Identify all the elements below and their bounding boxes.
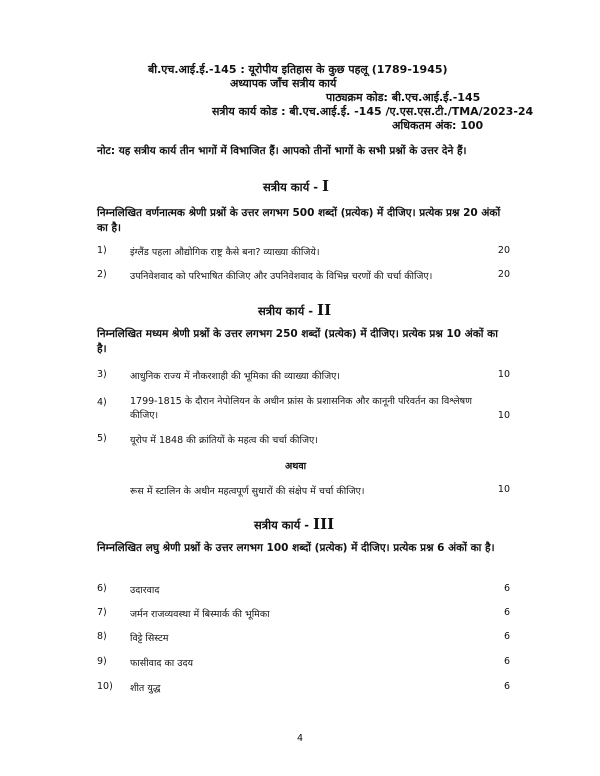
question-text: 1799-1815 के दौरान नेपोलियन के अधीन फ्रांस के प्रशासनिक और कानूनी परिवर्तन का विश्लेषण कीजिए। xyxy=(130,396,472,421)
question-text: यूरोप में 1848 की क्रांतियों के महत्व की चर्चा कीजिए। xyxy=(130,435,318,446)
question-number: 10) xyxy=(97,681,113,692)
question-number: 7) xyxy=(97,607,107,618)
max-marks: अधिकतम अंक: 100 xyxy=(392,119,484,132)
page-number: 4 xyxy=(297,733,304,744)
question-marks: 10 xyxy=(497,369,510,380)
note-text: नोट: यह सत्रीय कार्य तीन भागों में विभाजित हैं। आपको तीनों भागों के सभी प्रश्नों के उत्तर देने हैं। xyxy=(97,145,467,157)
section-1-instruction: निम्नलिखित वर्णनात्मक श्रेणी प्रश्नों के उत्तर लगभग 500 शब्दों (प्रत्येक) में दीजिए। प्रत्येक प्रश्न 20 अंकों का है। xyxy=(97,207,501,234)
question-text: रूस में स्टालिन के अधीन महत्वपूर्ण सुधारों की संक्षेप में चर्चा कीजिए। xyxy=(130,486,365,497)
question-text: उपनिवेशवाद को परिभाषित कीजिए और उपनिवेशवाद के विभिन्न चरणों की चर्चा कीजिए। xyxy=(130,271,433,282)
question-marks: 6 xyxy=(503,583,510,594)
question-number: 3) xyxy=(97,369,107,380)
question-text: आधुनिक राज्य में नौकरशाही की भूमिका की व्याख्या कीजिए। xyxy=(130,371,341,382)
question-number: 8) xyxy=(97,631,107,642)
question-marks: 6 xyxy=(503,681,510,692)
question-marks: 6 xyxy=(503,631,510,642)
question-number: 5) xyxy=(97,433,107,444)
question-number: 4) xyxy=(97,397,107,408)
question-marks: 6 xyxy=(503,607,510,618)
question-text: उदारवाद xyxy=(130,585,160,596)
question-text: जर्मन राजव्यवस्था में बिस्मार्क की भूमिका xyxy=(130,609,270,620)
assignment-code: सत्रीय कार्य कोड : बी.एच.आई.ई. -145 /ए.एस.एस.टी./TMA/2023-24 xyxy=(212,105,534,118)
header-subtitle: अध्यापक जाँच सत्रीय कार्य xyxy=(230,77,337,90)
question-text: शीत युद्ध xyxy=(130,683,161,694)
question-number: 2) xyxy=(97,269,107,280)
or-label: अथवा xyxy=(285,461,307,472)
section-title-1: सत्रीय कार्य - I xyxy=(263,177,330,195)
header-title: बी.एच.आई.ई.-145 : यूरोपीय इतिहास के कुछ पहलू (1789-1945) xyxy=(148,63,448,76)
course-code: पाठ्यक्रम कोड: बी.एच.आई.ई.-145 xyxy=(326,91,481,104)
question-text: फासीवाद का उदय xyxy=(130,658,194,669)
question-marks: 20 xyxy=(497,269,510,280)
question-number: 9) xyxy=(97,656,107,667)
question-marks: 10 xyxy=(497,410,510,421)
section-3-instruction: निम्नलिखित लघु श्रेणी प्रश्नों के उत्तर लगभग 100 शब्दों (प्रत्येक) में दीजिए। प्रत्येक प्रश्न 6 अंकों का है। xyxy=(97,542,495,554)
question-text: विट्टे सिस्टम xyxy=(130,633,169,644)
question-marks: 6 xyxy=(503,656,510,667)
question-marks: 10 xyxy=(497,484,510,495)
question-number: 1) xyxy=(97,245,107,256)
section-title-3: सत्रीय कार्य - III xyxy=(254,515,335,533)
section-2-instruction: निम्नलिखित मध्यम श्रेणी प्रश्नों के उत्तर लगभग 250 शब्दों (प्रत्येक) में दीजिए। प्रत्येक प्रश्न 10 अंकों का है। xyxy=(97,328,498,355)
question-marks: 20 xyxy=(497,245,510,256)
question-text: इंग्लैंड पहला औद्योगिक राष्ट्र कैसे बना? व्याख्या कीजिये। xyxy=(130,247,320,258)
section-title-2: सत्रीय कार्य - II xyxy=(258,301,332,319)
question-number: 6) xyxy=(97,583,107,594)
